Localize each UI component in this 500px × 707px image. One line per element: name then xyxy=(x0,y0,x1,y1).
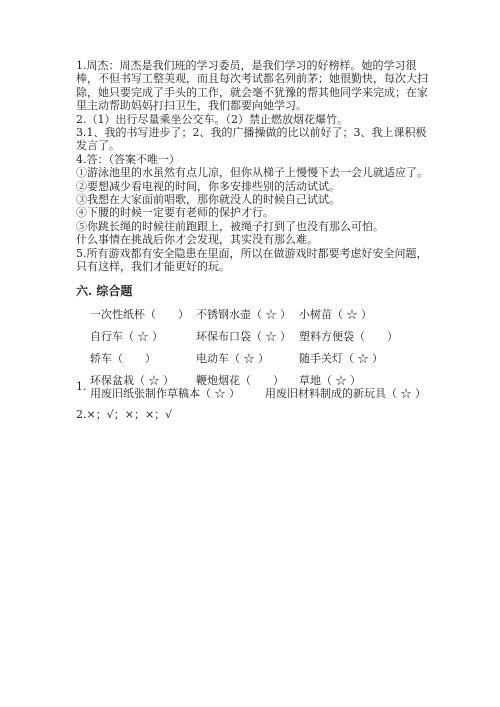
grid-cell: 小树苗（ ☆ ） xyxy=(299,308,372,321)
answer-3: 3.1、我的书写进步了；2、我的广播操做的比以前好了；3、我上课积极发言了。 xyxy=(76,126,427,153)
grid-row xyxy=(90,347,420,369)
answer-1: 1.周杰：周杰是我们班的学习委员，是我们学习的好榜样。她的学习很棒，不但书写工整美观，而且每次考试都名列前茅；她很勤快，每次大扫除，她只要完成了手头的工作，就会毫不犹豫的帮其他同学来完成；在家里主动帮助妈妈打扫卫生，我们都要向她学习。 xyxy=(76,59,428,113)
answer-4-item-2: ②要想减少看电视的时间，你多安排些别的活动试试。 xyxy=(76,179,340,193)
choice-grid xyxy=(90,303,420,391)
grid-cell: 用废旧纸张制作草稿本（ ☆ ） xyxy=(90,387,240,400)
grid-row xyxy=(90,325,420,347)
grid-cell: 电动车（ ☆ ） xyxy=(196,352,269,365)
grid-cell: 鞭炮烟花（ ） xyxy=(196,374,284,387)
answer-4-item-1: ①游泳池里的水虽然有点儿凉，但你从梯子上慢慢下去一会儿就适应了。 xyxy=(76,166,428,180)
grid-cell: 用废旧材料制成的新玩具（ ☆ ） xyxy=(265,387,426,400)
answer-4-item-5: ⑤你跳长绳的时候往前跑跟上，被绳子打到了也没有那么可怕。 xyxy=(76,219,384,233)
answer-4-heading: 4.答：（答案不唯一） xyxy=(76,152,180,166)
question-2-answer: 2.×；√；×；×；√ xyxy=(76,408,173,421)
grid-cell: 随手关灯（ ☆ ） xyxy=(299,352,383,365)
grid-cell: 环保盆栽（ ☆ ） xyxy=(90,374,174,387)
grid-cell: 一次性纸杯（ ） xyxy=(90,308,189,321)
answer-4-summary: 什么事情在挑战后你才会发现，其实没有那么难。 xyxy=(76,233,318,247)
grid-cell: 塑料方便袋（ ） xyxy=(299,330,398,343)
grid-cell: 环保布口袋（ ☆ ） xyxy=(196,330,291,343)
grid-cell: 轿车（ ） xyxy=(90,352,156,365)
grid-cell: 自行车（ ☆ ） xyxy=(90,330,163,343)
answer-block xyxy=(76,59,428,274)
grid-cell: 不锈钢水壶（ ☆ ） xyxy=(196,308,291,321)
grid-row xyxy=(90,303,420,325)
answer-4-item-3: ③我想在大家面前唱歌，那你就没人的时候自己试试。 xyxy=(76,193,340,207)
answer-5: 5.所有游戏都有安全隐患在里面，所以在做游戏时都要考虑好安全问题，只有这样，我们才能更好的玩。 xyxy=(76,246,428,274)
wide-choice-row xyxy=(90,385,430,401)
question-1-number: 1. xyxy=(76,380,87,393)
grid-cell: 草地（ ☆ ） xyxy=(299,374,361,387)
section-title: 六. 综合题 xyxy=(76,284,133,298)
answer-4-item-4: ④下腰的时候一定要有老师的保护才行。 xyxy=(76,206,274,220)
answer-2: 2.（1）出行尽量乘坐公交车。（2）禁止燃放烟花爆竹。 xyxy=(76,112,348,126)
